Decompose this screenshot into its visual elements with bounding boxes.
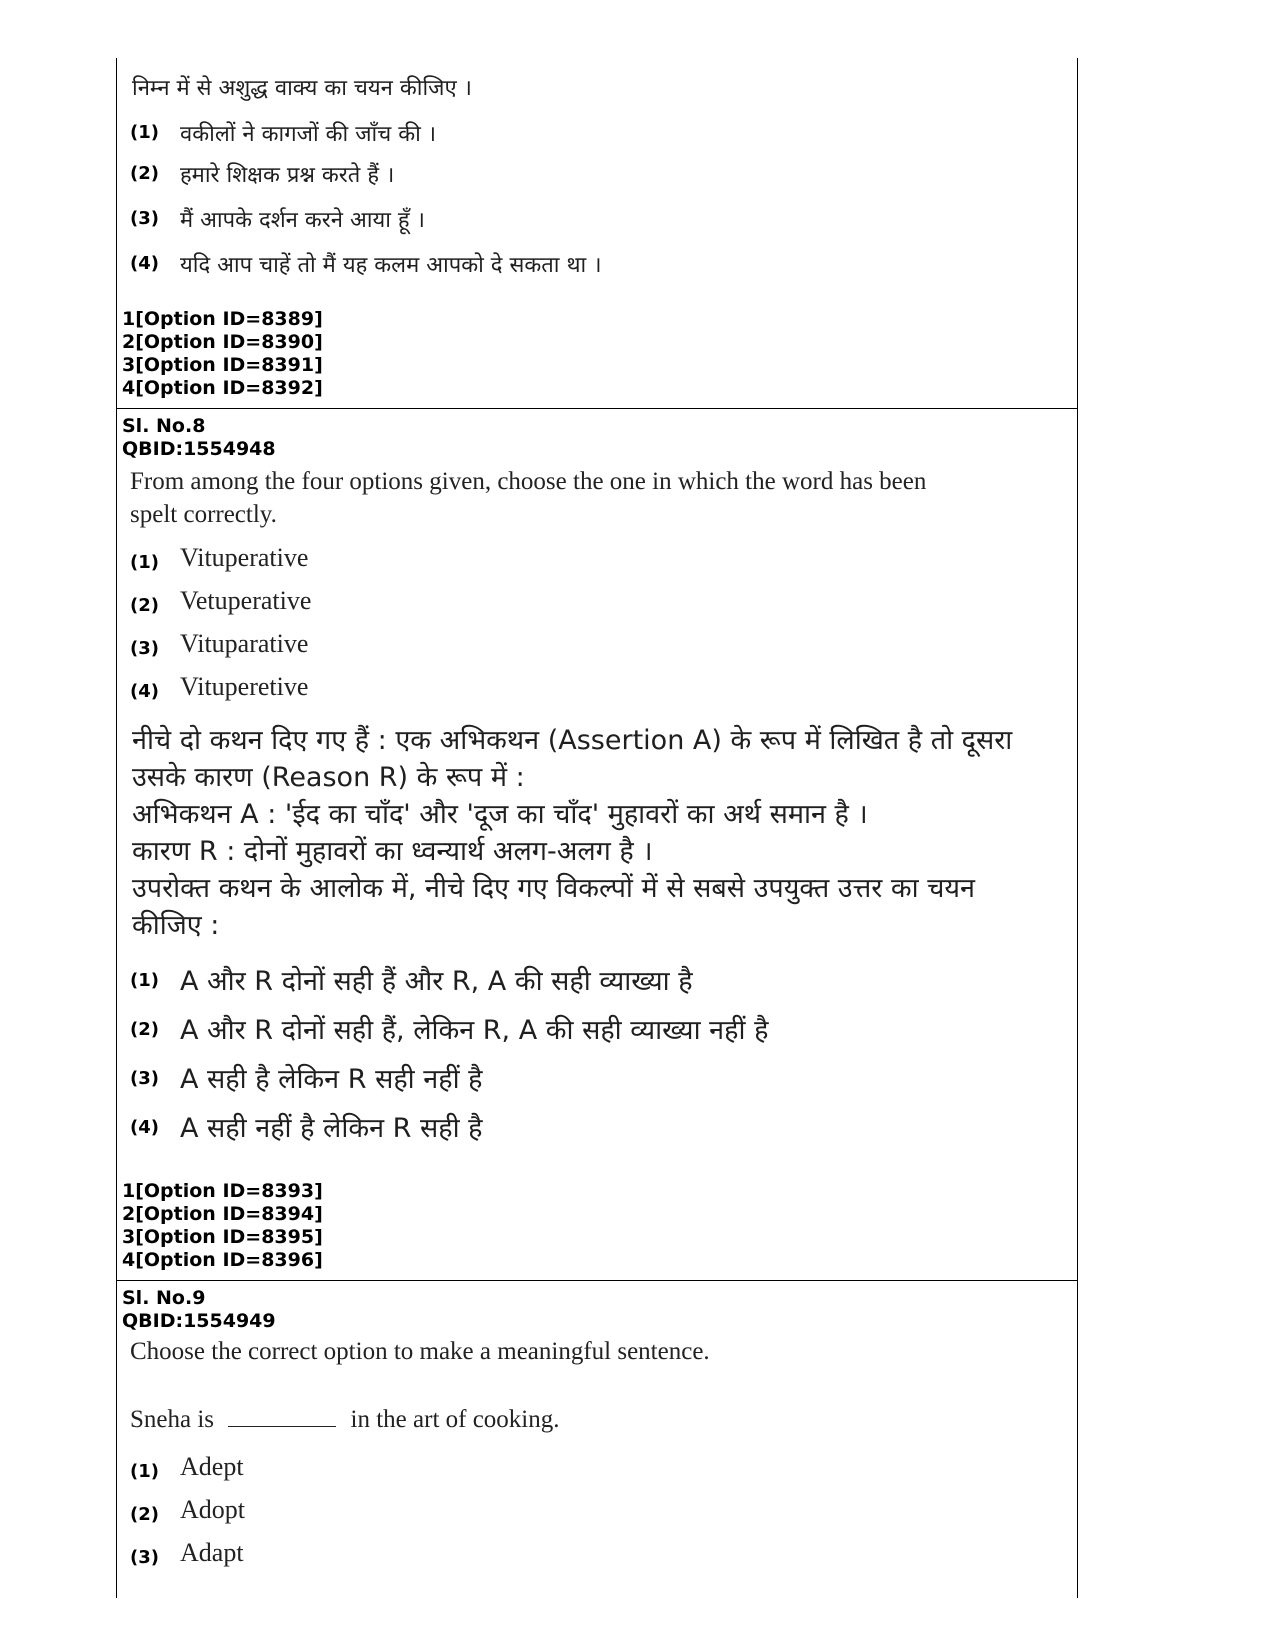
option-text: वकीलों ने कागजों की जाँच की । (180, 122, 437, 147)
option-text: Vituperetive (180, 672, 309, 701)
section-divider (116, 1280, 1078, 1281)
passage-line: नीचे दो कथन दिए गए हैं : एक अभिकथन (Assertion A) के रूप में लिखित है तो दूसरा (132, 725, 1013, 756)
passage-line: अभिकथन A : 'ईद का चाँद' और 'दूज का चाँद' मुहावरों का अर्थ समान है । (132, 799, 868, 830)
question-text: spelt correctly. (130, 501, 277, 528)
option-number: (2) (130, 1504, 159, 1525)
option-number: (2) (130, 1019, 159, 1040)
option-id: 4[Option ID=8396] (122, 1249, 323, 1271)
passage-line: कारण R : दोनों मुहावरों का ध्वन्यार्थ अलग-अलग है । (132, 836, 653, 867)
qbid: QBID:1554949 (122, 1310, 276, 1332)
passage-line: उपरोक्त कथन के आलोक में, नीचे दिए गए विकल्पों में से सबसे उपयुक्त उत्तर का चयन (132, 873, 975, 904)
sentence-start: Sneha is (130, 1406, 215, 1433)
question-meta (122, 415, 276, 461)
passage-line: उसके कारण (Reason R) के रूप में : (132, 762, 525, 793)
qbid: QBID:1554948 (122, 438, 276, 460)
option-id-list (122, 308, 323, 400)
serial-number: Sl. No.8 (122, 415, 206, 437)
option-id: 2[Option ID=8394] (122, 1203, 323, 1225)
option-number: (4) (130, 1117, 159, 1138)
option-number: (4) (130, 253, 159, 274)
answer-blank (228, 1406, 336, 1427)
option-text: Adapt (180, 1538, 244, 1567)
option-number: (3) (130, 208, 159, 229)
option-text: हमारे शिक्षक प्रश्न करते हैं । (180, 163, 395, 188)
option-number: (3) (130, 638, 159, 659)
option-text: Adept (180, 1452, 244, 1481)
option-number: (2) (130, 595, 159, 616)
passage-line: कीजिए : (132, 910, 220, 941)
question-meta (122, 1287, 276, 1333)
option-id-list (122, 1180, 323, 1272)
option-text: Vituperative (180, 543, 309, 572)
option-id: 2[Option ID=8390] (122, 331, 323, 353)
option-id: 1[Option ID=8389] (122, 308, 323, 330)
sentence-end: in the art of cooking. (350, 1406, 560, 1433)
option-number: (1) (130, 122, 159, 143)
serial-number: Sl. No.9 (122, 1287, 206, 1309)
option-text: A सही है लेकिन R सही नहीं है (180, 1064, 483, 1095)
option-number: (1) (130, 552, 159, 573)
option-number: (1) (130, 1461, 159, 1482)
option-text: A और R दोनों सही हैं, लेकिन R, A की सही व्याख्या नहीं है (180, 1015, 769, 1046)
option-number: (2) (130, 163, 159, 184)
section-divider (116, 408, 1078, 409)
option-number: (3) (130, 1547, 159, 1568)
question-text: निम्न में से अशुद्ध वाक्य का चयन कीजिए । (132, 76, 472, 101)
option-text: Adopt (180, 1495, 245, 1524)
option-number: (4) (130, 681, 159, 702)
option-number: (3) (130, 1068, 159, 1089)
option-id: 3[Option ID=8395] (122, 1226, 323, 1248)
option-text: A सही नहीं है लेकिन R सही है (180, 1113, 483, 1144)
option-text: मैं आपके दर्शन करने आया हूँ । (180, 208, 425, 233)
option-text: यदि आप चाहें तो मैं यह कलम आपको दे सकता था । (180, 253, 602, 278)
option-id: 1[Option ID=8393] (122, 1180, 323, 1202)
option-number: (1) (130, 970, 159, 991)
option-text: A और R दोनों सही हैं और R, A की सही व्याख्या है (180, 966, 693, 997)
question-text: Choose the correct option to make a meaningful sentence. (130, 1338, 710, 1365)
option-text: Vituparative (180, 629, 309, 658)
option-id: 3[Option ID=8391] (122, 354, 323, 376)
question-text: From among the four options given, choose the one in which the word has been (130, 468, 927, 495)
option-id: 4[Option ID=8392] (122, 377, 323, 399)
fill-in-sentence (130, 1406, 560, 1434)
option-text: Vetuperative (180, 586, 312, 615)
